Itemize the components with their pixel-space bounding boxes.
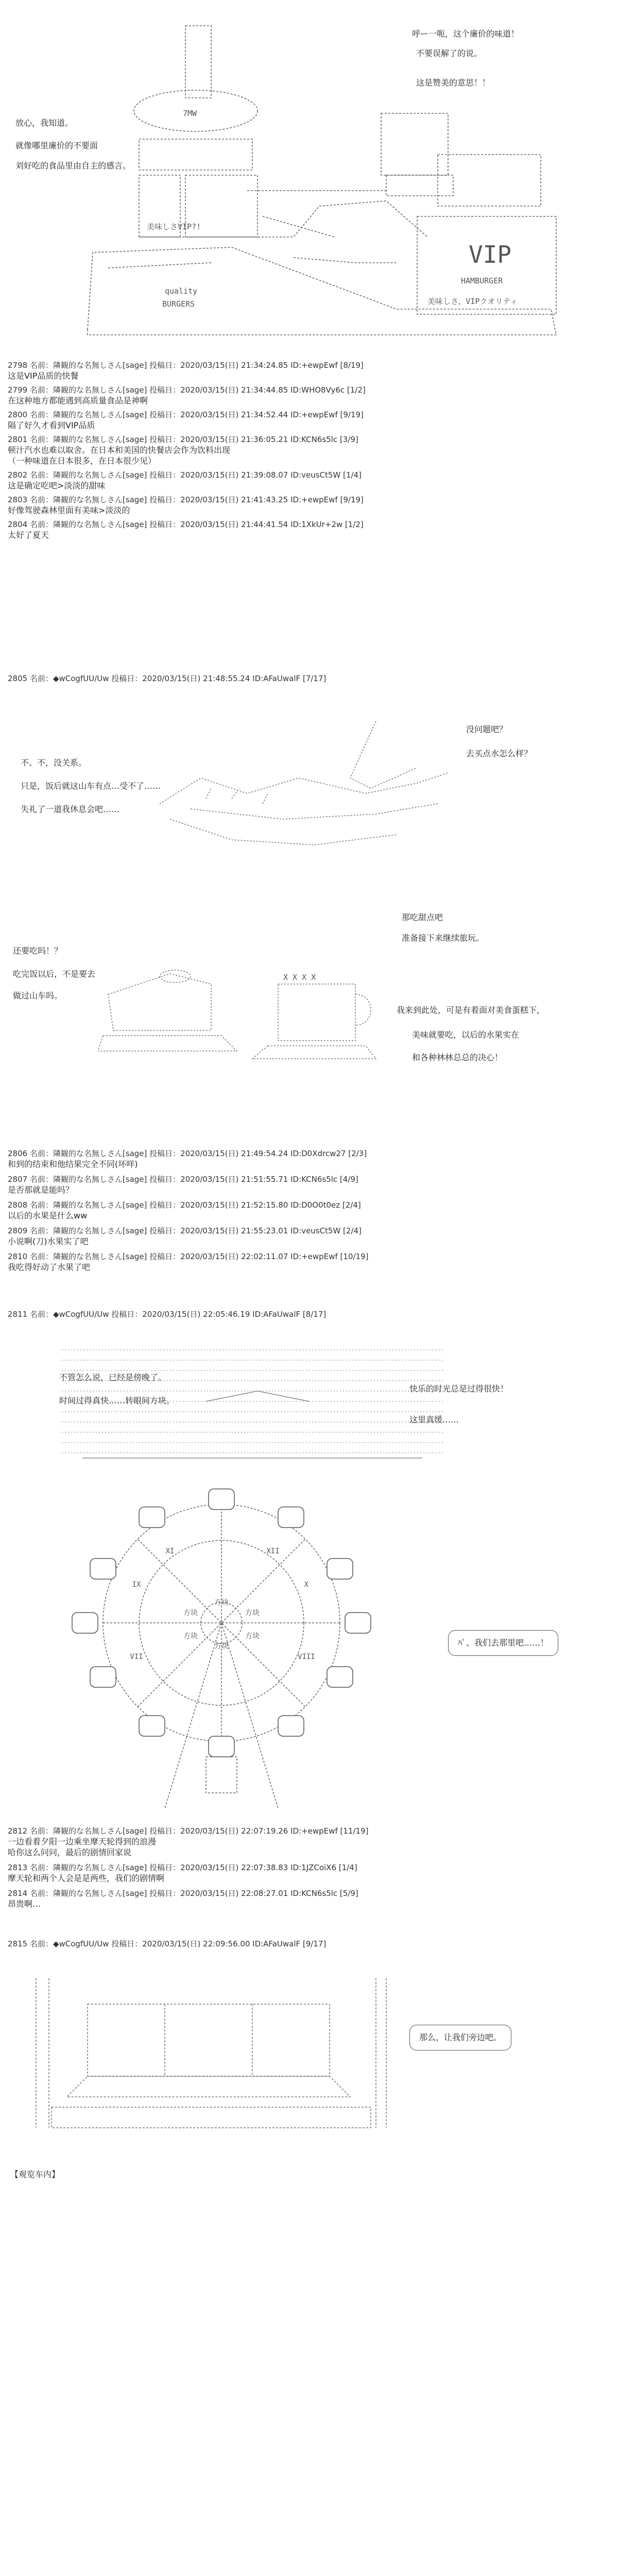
wheel-label-1: 方块 — [214, 1599, 229, 1607]
s3-left-line-3: 做过山车吗。 — [13, 991, 63, 1001]
ferris-wheel-speech-bubble: ﾊﾟ、我们去那里吧……！ — [448, 1630, 558, 1656]
s4-right-line-3: 这里真缓…… — [409, 1415, 459, 1425]
wheel-label-10: X — [304, 1581, 309, 1589]
post — [8, 1252, 605, 1273]
s1-left-line-3: 刘好吃的食品里由自主的感言。 — [15, 161, 131, 171]
post-body: 是否那就是能吗？ — [8, 1185, 74, 1195]
post — [8, 470, 605, 491]
art-sign-tagline: 美味しさ、VIPクオリティ — [427, 297, 518, 306]
post — [8, 435, 605, 466]
post-header: 2804 名前：隣観的な名無しさん[sage] 投稿日：2020/03/15(日) 21:44:41.54 ID:1XkUr+2w [1/2] — [8, 520, 364, 529]
s1-right-line-1: 呼ー一呃，这个廉价的味道！ — [412, 29, 520, 39]
post-header: 2814 名前：隣観的な名無しさん[sage] 投稿日：2020/03/15(日) 22:08:27.01 ID:KCN6s5lc [5/9] — [8, 1889, 358, 1898]
s3-left-line-2: 吃完饭以后，不是要去 — [13, 969, 96, 979]
s3-topright-line-2: 准备接下来继续旅玩。 — [402, 933, 485, 943]
ferris-car-interior-ascii-art — [21, 1973, 402, 2138]
s2-left-line-1: 不、不，没关系。 — [21, 758, 87, 768]
art-shop-name: 7MW — [183, 109, 197, 118]
author-post-header-2805: 2805 名前：◆wCogfUU/Uw 投稿日：2020/03/15(日) 21:48:55.24 ID:AFaUwalF [7/17] — [8, 674, 327, 683]
wheel-label-2: 方块 — [245, 1609, 260, 1617]
s4-left-line-1: 不管怎么说，已经是傍晚了。 — [59, 1372, 167, 1382]
art-quality: quality — [165, 286, 198, 296]
cup-label: X X X X — [283, 973, 316, 982]
post — [8, 495, 605, 516]
post-header: 2807 名前：隣観的な名無しさん[sage] 投稿日：2020/03/15(日) 21:51:55.71 ID:KCN6s5lc [4/9] — [8, 1175, 358, 1184]
burger-shop-ascii-art — [77, 21, 566, 350]
post-body: 我吃得好动了水果了吧 — [8, 1262, 91, 1272]
posts-block-b — [8, 1149, 605, 1278]
post-body: 小说啊(刀)水果实了吧 — [8, 1236, 89, 1246]
post-header: 2803 名前：隣観的な名無しさん[sage] 投稿日：2020/03/15(日) 21:41:43.25 ID:+ewpEwf [9/19] — [8, 495, 364, 504]
post-header: 2799 名前：隣観的な名無しさん[sage] 投稿日：2020/03/15(日) 21:34:44.85 ID:WHO8Vy6c [1/2] — [8, 385, 366, 395]
art-sign-vip: VIP — [469, 241, 512, 268]
s1-left-line-2: 就像哪里廉价的不要面 — [15, 141, 98, 150]
s4-right-line-1: 快乐的时光总是过得很快！ — [409, 1384, 509, 1394]
s3-bottomright-line-1: 我来到此处，可是有着面对美食蛋糕下， — [397, 1005, 545, 1015]
scene-caption: 【观览车内】 — [10, 2170, 60, 2179]
wheel-label-6: 方块 — [214, 1642, 229, 1651]
art-sign-hamburger: HAMBURGER — [461, 276, 503, 285]
s4-left-line-3: 时间过得真快……转眼间方块。 — [59, 1396, 175, 1405]
post-body: 在这种地方都能遇到高质量食品是神啊 — [8, 396, 148, 405]
post-header: 2806 名前：隣観的な名無しさん[sage] 投稿日：2020/03/15(日) 21:49:54.24 ID:D0Xdrcw27 [2/3] — [8, 1149, 367, 1158]
s1-right-line-3: 这是赞美的意思！！ — [416, 78, 491, 88]
posts-block-a — [8, 361, 605, 545]
post-body: 摩天轮和两个人会是是两些，我们的剧情啊 — [8, 1873, 165, 1883]
post-body: 顿汁汽水也难以取舍。在日本和美国的快餐店会作为饮料出现 （一种味道在日本很多，在日本很少见） — [8, 445, 231, 466]
s2-left-line-2: 只是，饭后就这山车有点…受不了…… — [21, 781, 161, 791]
s3-bottomright-line-3: 和各种林林总总的决心！ — [412, 1053, 503, 1062]
sunset-scene-ascii-art — [52, 1340, 453, 1473]
post-body: 这是VIP品质的快餐 — [8, 371, 79, 381]
post — [8, 1826, 605, 1858]
s1-left-line-1: 放心，我知道。 — [15, 118, 74, 128]
post-body: 一边看着夕阳一边乘坐摩天轮得到的浪漫 哈你这么问问，最后的剧情回家说 — [8, 1837, 157, 1857]
post-header: 2809 名前：隣観的な名無しさん[sage] 投稿日：2020/03/15(日) 21:55:23.01 ID:veusCt5W [2/4] — [8, 1226, 362, 1235]
post — [8, 1226, 605, 1247]
s2-right-line-2: 去买点水怎么样？ — [466, 749, 533, 758]
post-header: 2800 名前：隣観的な名無しさん[sage] 投稿日：2020/03/15(日) 21:34:52.44 ID:+ewpEwf [9/19] — [8, 410, 364, 419]
s2-left-line-3: 失礼了一道我休息会吧…… — [21, 804, 120, 814]
post-body: 这是确定吃吧>淡淡的甜味 — [8, 481, 106, 490]
post — [8, 1863, 605, 1884]
post-header: 2801 名前：隣観的な名無しさん[sage] 投稿日：2020/03/15(日) 21:36:05.21 ID:KCN6s5lc [3/9] — [8, 435, 358, 444]
post-body: 隔了好久才看到VIP品质 — [8, 420, 95, 430]
wheel-label-3: 方块 — [183, 1609, 198, 1617]
post-body: 太好了夏天 — [8, 530, 49, 540]
author-post-header-2815: 2815 名前：◆wCogfUU/Uw 投稿日：2020/03/15(日) 22:09:56.00 ID:AFaUwalF [9/17] — [8, 1939, 327, 1948]
post — [8, 385, 605, 406]
post — [8, 1200, 605, 1221]
post — [8, 361, 605, 381]
wheel-label-5: 方块 — [183, 1632, 198, 1640]
wheel-label-8: VIII — [298, 1653, 315, 1661]
art-tagline: 美味しさVIP?! — [147, 222, 201, 231]
s3-topright-line-1: 那吃甜点吧 — [402, 912, 443, 922]
s3-left-line-1: 还要吃吗！？ — [13, 946, 63, 956]
post — [8, 1175, 605, 1195]
art-burgers: BURGERS — [162, 299, 195, 309]
s2-right-line-1: 没问题吧？ — [466, 724, 508, 734]
ferris-wheel-ascii-art — [10, 1479, 453, 1819]
wheel-label-7: VII — [130, 1653, 143, 1661]
wheel-label-4: 方块 — [245, 1632, 260, 1640]
wheel-label-9: IX — [132, 1581, 141, 1589]
post-header: 2812 名前：隣観的な名無しさん[sage] 投稿日：2020/03/15(日) 22:07:19.26 ID:+ewpEwf [11/19] — [8, 1826, 369, 1836]
post — [8, 1149, 605, 1170]
resting-character-ascii-art — [129, 716, 489, 850]
wheel-label-11: XI — [165, 1547, 175, 1555]
post-header: 2813 名前：隣観的な名無しさん[sage] 投稿日：2020/03/15(日) 22:07:38.83 ID:1JZCoiX6 [1/4] — [8, 1863, 357, 1872]
post-body: 和到的结束和他结果完全不同(坏咩) — [8, 1159, 138, 1169]
post-header: 2808 名前：隣観的な名無しさん[sage] 投稿日：2020/03/15(日) 21:52:15.80 ID:D0O0t0ez [2/4] — [8, 1200, 361, 1210]
s3-bottomright-line-2: 美味就要吃，以后的水果实在 — [412, 1030, 520, 1040]
post-header: 2798 名前：隣観的な名無しさん[sage] 投稿日：2020/03/15(日) 21:34:24.85 ID:+ewpEwf [8/19] — [8, 361, 364, 370]
post — [8, 520, 605, 540]
post-body: 好像驾驶森林里面有美味>淡淡的 — [8, 505, 130, 515]
posts-block-c — [8, 1826, 605, 1914]
post — [8, 1889, 605, 1909]
post-header: 2802 名前：隣観的な名無しさん[sage] 投稿日：2020/03/15(日) 21:39:08.07 ID:veusCt5W [1/4] — [8, 470, 362, 480]
car-speech-bubble: 那么，让我们旁边吧。 — [409, 2025, 511, 2050]
cake-and-cup-ascii-art — [98, 953, 386, 1066]
post-header: 2810 名前：隣観的な名無しさん[sage] 投稿日：2020/03/15(日) 22:02:11.07 ID:+ewpEwf [10/19] — [8, 1252, 369, 1261]
post-body: 昂贵啊… — [8, 1899, 41, 1909]
s1-right-line-2: 不要误解了的说。 — [416, 48, 483, 58]
author-post-header-2811: 2811 名前：◆wCogfUU/Uw 投稿日：2020/03/15(日) 22:05:46.19 ID:AFaUwalF [8/17] — [8, 1310, 327, 1319]
post — [8, 410, 605, 431]
post-body: 以后的水果是什么ww — [8, 1211, 88, 1221]
wheel-label-12: XII — [266, 1547, 280, 1555]
